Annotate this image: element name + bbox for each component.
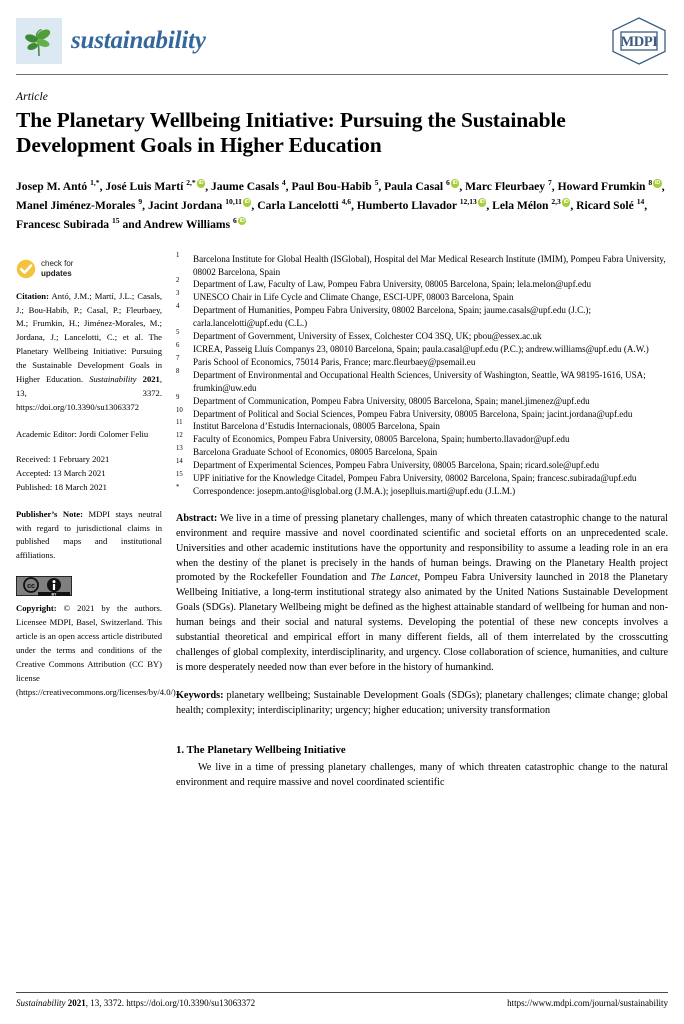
footer-divider [16,992,668,993]
affiliation-row [176,472,668,485]
affiliation-number: 10 [176,406,183,414]
author-affiliation-marker: 1,* [90,178,100,188]
body-zone [16,253,668,792]
accepted-date: Accepted: 13 March 2021 [16,467,106,478]
citation-year: 2021 [136,374,160,385]
journal-title: sustainability [71,27,206,54]
affiliation-text: Institut Barcelona d’Estudis Internacionals, 08005 Barcelona, Spain [193,421,440,432]
affiliation-text: Department of Law, Faculty of Law, Pompeu Fabra University, 08005 Barcelona, Spain; lela.melon@upf.edu [193,279,592,290]
author-affiliation-marker: 4 [281,178,286,188]
masthead [16,0,668,72]
affiliation-number: 9 [176,393,180,401]
author-name: Paula Casal [384,180,447,194]
affiliation-number: 3 [176,290,180,298]
author-separator: , [351,199,357,213]
citation-text: Antó, J.M.; Martí, J.L.; Casals, J.; Bou-Habib, P.; Casal, P.; Fleurbaey, M.; Frumkin, H.; Jiménez-Morales, M.; Jordana, J.; Lancelotti, C.; et al. The Planetary Wellbeing Initiative: Pursuing the Sustainable Development Goals in Higher Education. [16,290,162,385]
affiliation-row [176,433,668,446]
footer-citation [16,998,255,1010]
affiliation-number: 6 [176,341,180,349]
page-footer [16,992,668,1010]
main-column [172,253,668,792]
mdpi-logo-icon[interactable] [610,16,668,66]
copyright-text[interactable]: © 2021 by the authors. Licensee MDPI, Basel, Switzerland. This article is an open access article distributed under the terms and conditions of the Creative Commons Attribution (CC BY) license (https://creativecommons.org/licenses/by/4.0/). [16,603,178,697]
affiliation-list [176,253,668,498]
orcid-icon[interactable] [562,198,571,207]
affiliation-text: Faculty of Economics, Pompeu Fabra University, 08005 Barcelona, Spain; humberto.llavador@upf.edu [193,434,570,445]
citation-block [16,290,162,415]
footer-journal-name: Sustainability [16,998,66,1009]
affiliation-row [176,304,668,330]
author-affiliation-marker: 10,11 [225,197,242,207]
author-name: Carla Lancelotti [257,199,342,213]
author-list [16,178,666,234]
author-affiliation-marker: 14 [636,197,645,207]
journal-brand[interactable] [16,18,206,64]
author-name: Andrew Williams [143,217,233,231]
affiliation-row [176,330,668,343]
affiliation-number: 14 [176,458,183,466]
orcid-icon[interactable] [478,198,487,207]
affiliation-row [176,356,668,369]
affiliation-text: UPF initiative for the Knowledge Citadel, Pompeu Fabra University, 08002 Barcelona, Spain; francesc.subirada@upf.edu [193,473,637,484]
author-separator: , [285,180,292,194]
affiliation-number: * [176,483,180,491]
check-updates-line-1: check for [41,258,74,268]
affiliation-text: Department of Communication, Pompeu Fabra University, 08005 Barcelona, Spain; manel.jimenez@upf.edu [193,395,590,406]
received-date: Received: 1 February 2021 [16,453,110,464]
affiliation-number: 4 [176,303,180,311]
orcid-icon[interactable] [451,179,460,188]
affiliation-row [176,446,668,459]
citation-label: Citation: [16,290,49,301]
affiliation-number: 8 [176,367,180,375]
author-name: Humberto Llavador [356,199,460,213]
author-separator: , [142,199,148,213]
author-separator: , [486,199,493,213]
publisher-note-block [16,508,162,564]
author-name: Ricard Solé [576,199,637,213]
author-name: Manel Jiménez-Morales [16,199,139,213]
footer-journal-url[interactable]: https://www.mdpi.com/journal/sustainability [507,998,668,1009]
author-separator: , [570,199,577,213]
academic-editor-line: Academic Editor: Jordi Colomer Feliu [16,428,149,439]
dates-block [16,453,162,495]
affiliation-text: Barcelona Institute for Global Health (ISGlobal), Hospital del Mar Medical Research Institute (IMIM), Pompeu Fabra University, 08002 Barcelona, Spain [193,253,666,277]
affiliation-number: 12 [176,432,183,440]
copyright-block [16,602,178,699]
sustainability-leaf-logo-icon [16,18,62,64]
affiliation-row [176,369,668,395]
affiliation-text: Department of Environmental and Occupational Health Sciences, University of Washington, Seattle, WA 98195-1616, USA; frumkin@uw.edu [193,369,646,393]
affiliation-row [176,395,668,408]
author-affiliation-marker: 4,6 [341,197,352,207]
orcid-icon[interactable] [197,179,206,188]
author-affiliation-marker: 5 [374,178,379,188]
affiliation-row [176,459,668,472]
creative-commons-badge-icon[interactable] [16,576,72,596]
abstract-part-2: , Pompeu Fabra University launched in 2018 the Planetary Wellbeing Initiative, a long-term institutional strategy also animated by the United Nations Sustainable Development Goals (SDGs). Planetary Wellbeing might be defined as the highest attainable standard of wellbeing for human and non-human beings and their social and natural systems. Developing the potential of these new concepts involves a substantial theoretical and empirical effort in many different fields, all of them interrelated by the crosscutting challenges of global complexity, interdisciplinarity, and urgency. Close collaboration of science, humanities, and culture is more desperately needed now than ever before in the history of humankind. [176,572,668,673]
author-name: Lela Mélon [492,199,552,213]
author-affiliation-marker: 8 [648,178,653,188]
published-date: Published: 18 March 2021 [16,481,107,492]
author-separator: , [459,180,466,194]
author-separator: , [551,180,558,194]
affiliation-row [176,343,668,356]
citation-tail[interactable]: , 13, 3372. https://doi.org/10.3390/su13063372 [16,374,162,412]
page-title: The Planetary Wellbeing Initiative: Pursuing the Sustainable Development Goals in Higher Education [16,108,566,158]
author-name: Paul Bou-Habib [291,180,375,194]
affiliation-number: 13 [176,445,183,453]
keywords-text: planetary wellbeing; Sustainable Development Goals (SDGs); planetary challenges; climate change; global health; complexity; interdisciplinarity; urgency; higher education; university transformation [176,689,668,716]
svg-text:MDPI: MDPI [620,34,658,50]
affiliation-text: ICREA, Passeig Lluís Companys 23, 08010 Barcelona, Spain; paula.casal@upf.edu (P.C.); andrew.williams@upf.edu (A.W.) [193,343,649,354]
author-separator: , [99,180,106,194]
author-affiliation-marker: 2,3 [551,197,561,207]
affiliation-row [176,278,668,291]
section-1-paragraph: We live in a time of pressing planetary challenges, many of which threaten catastrophic change to the natural environment and require massive and novel coordinated scientific [176,762,668,789]
svg-text:cc: cc [27,583,35,591]
author-affiliation-marker: 6 [232,215,237,225]
author-name: Howard Frumkin [557,180,649,194]
abstract-label: Abstract: [176,512,218,524]
affiliation-text: UNESCO Chair in Life Cycle and Climate Change, ESCI-UPF, 08003 Barcelona, Spain [193,292,514,303]
affiliation-row [176,253,668,279]
author-affiliation-marker: 9 [138,197,143,207]
keywords-label: Keywords: [176,689,224,701]
footer-row [16,998,668,1010]
affiliation-text: Department of Humanities, Pompeu Fabra University, 08002 Barcelona, Spain; jaume.casals@upf.edu (J.C.); carla.lancelotti@upf.edu (C.L.) [193,305,591,329]
affiliation-row [176,420,668,433]
affiliation-text: Correspondence: josepm.anto@isglobal.org (J.M.A.); joseplluis.marti@upf.edu (J.L.M.) [193,485,516,496]
author-affiliation-marker: 12,13 [459,197,477,207]
affiliation-number: 2 [176,277,180,285]
affiliation-text: Department of Government, University of Essex, Colchester CO4 3SQ, UK; pbou@essex.ac.uk [193,331,542,342]
affiliation-text: Paris School of Economics, 75014 Paris, France; marc.fleurbaey@psemail.eu [193,356,476,367]
author-separator: and [119,217,144,231]
masthead-divider [16,74,668,75]
publisher-note-text: MDPI stays neutral with regard to jurisdictional claims in published maps and institutional affiliations. [16,508,162,561]
author-name: Marc Fleurbaey [465,180,548,194]
author-name: Francesc Subirada [16,217,112,231]
affiliation-number: 1 [176,251,180,259]
affiliation-text: Department of Experimental Sciences, Pompeu Fabra University, 08005 Barcelona, Spain; ricard.sole@upf.edu [193,460,600,471]
orcid-icon[interactable] [238,217,247,226]
affiliation-row [176,291,668,304]
check-circle-icon [16,259,36,279]
citation-journal: Sustainability [89,374,137,385]
author-separator: , [251,199,258,213]
orcid-icon[interactable] [243,198,252,207]
author-separator: , [644,199,648,213]
sidebar [16,253,178,713]
footer-year: 2021 [65,998,86,1009]
author-affiliation-marker: 7 [547,178,552,188]
author-name: José Luis Martí [105,180,187,194]
affiliation-number: 7 [176,354,180,362]
abstract-part-1: We live in a time of pressing planetary challenges, many of which threaten catastrophic change to the natural environment and require massive and novel coordinated scientific and societal efforts on an unprecedented scale. Universities and other academic institutions have the opportunity and responsibility to assume a leading role in an era when the destiny of the planet is precisely in the hands of human beings. Drawing on the Planetary Health project promoted by the Rockefeller Foundation and [176,512,668,584]
publisher-note-label: Publisher’s Note: [16,508,83,519]
section-1-heading: 1. The Planetary Wellbeing Initiative [176,744,346,757]
author-separator: , [205,180,211,194]
affiliation-number: 11 [176,419,183,427]
affiliation-number: 15 [176,471,183,479]
check-updates-line-2: updates [41,268,72,278]
abstract-italic-lancet: The Lancet [370,572,418,584]
author-affiliation-marker: 6 [446,178,450,188]
author-separator: , [378,180,385,194]
orcid-icon[interactable] [653,179,662,188]
check-for-updates-badge[interactable] [16,259,162,279]
article-type-label: Article [16,91,48,103]
abstract-block [176,512,668,676]
author-separator: , [661,180,665,194]
affiliation-row [176,408,668,421]
affiliation-number: 5 [176,329,180,337]
svg-text:BY: BY [51,592,57,597]
keywords-block [176,689,668,719]
author-name: Josep M. Antó [16,180,91,194]
copyright-label: Copyright: [16,603,57,614]
affiliation-row [176,485,668,498]
footer-citation-rest[interactable]: , 13, 3372. https://doi.org/10.3390/su13063372 [85,998,256,1009]
affiliation-text: Barcelona Graduate School of Economics, 08005 Barcelona, Spain [193,447,438,458]
author-affiliation-marker: 2,* [186,178,196,188]
check-for-updates-label [41,259,73,279]
author-affiliation-marker: 15 [111,215,120,225]
author-name: Jacint Jordana [147,199,226,213]
author-name: Jaume Casals [211,180,282,194]
affiliation-text: Department of Political and Social Sciences, Pompeu Fabra University, 08005 Barcelona, Spain; jacint.jordana@upf.edu [193,408,633,419]
